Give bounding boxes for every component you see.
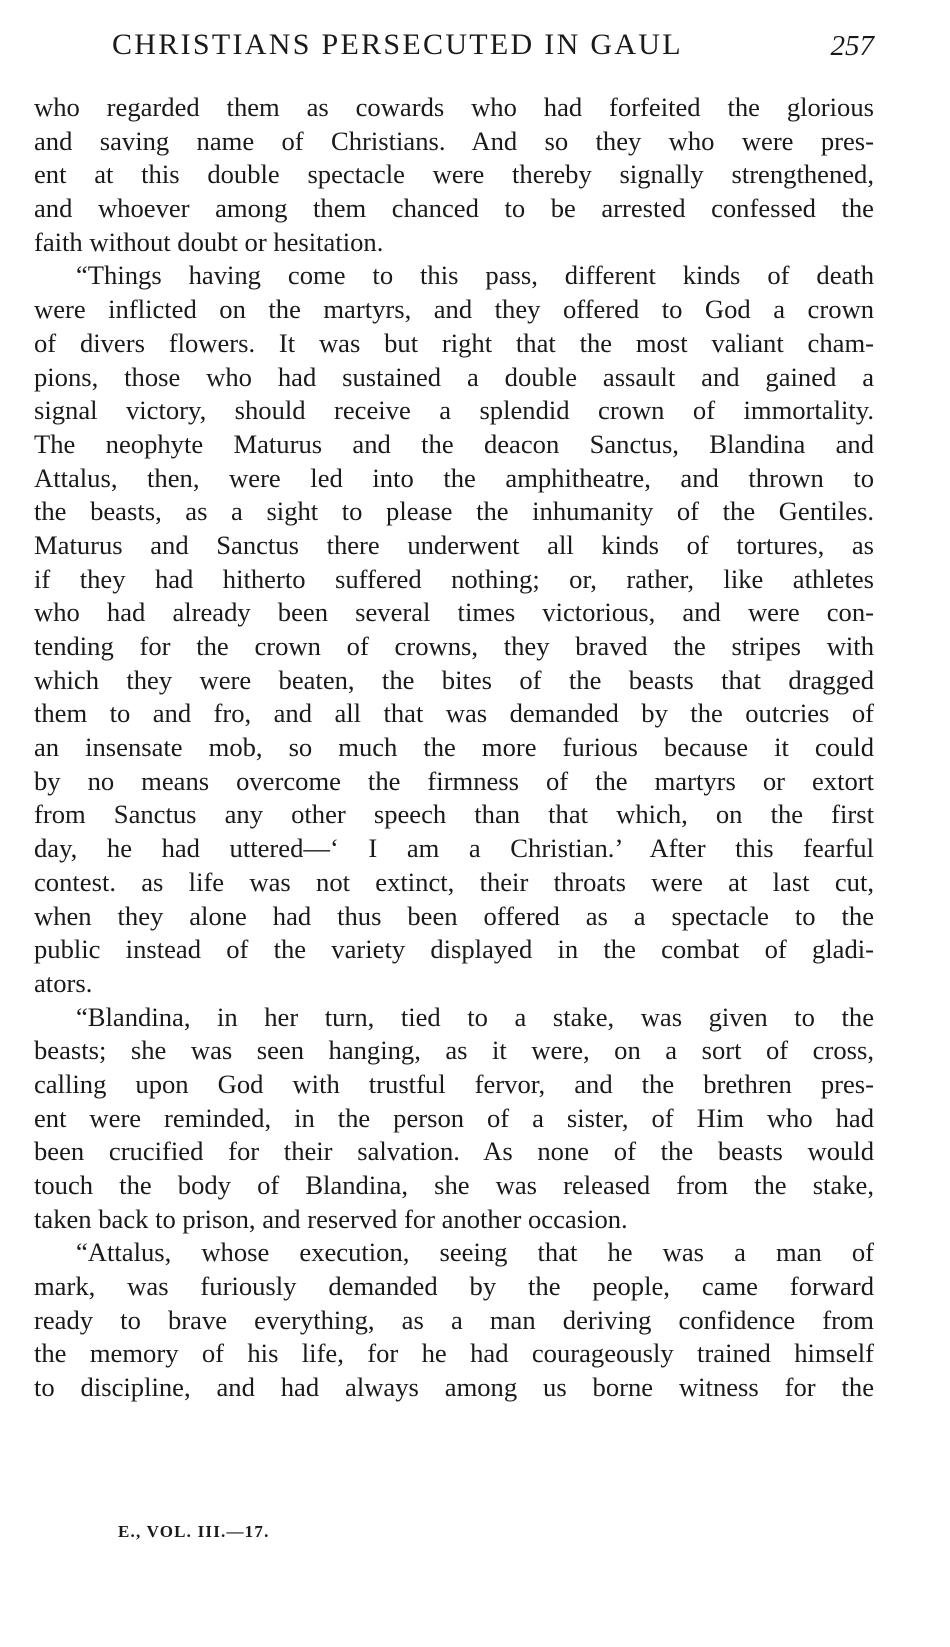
signature-mark: E., VOL. III.—17. bbox=[118, 1522, 270, 1541]
paragraph bbox=[34, 259, 874, 1000]
text-line: The neophyte Maturus and the deacon Sanctus, Blandina and bbox=[34, 428, 874, 459]
text-line: mark, was furiously demanded by the people, came forward bbox=[34, 1271, 874, 1302]
paragraph bbox=[34, 1236, 874, 1404]
text-line: tending for the crown of crowns, they braved the stripes with bbox=[34, 631, 874, 661]
text-line: by no means overcome the firmness of the martyrs or extort bbox=[34, 765, 874, 796]
text-line: ent at this double spectacle were thereby signally strengthened, bbox=[34, 159, 874, 190]
text-line: been crucified for their salvation. As none of the beasts would bbox=[34, 1136, 874, 1167]
text-line: an insensate mob, so much the more furious because it could bbox=[34, 732, 874, 763]
text-line: which they were beaten, the bites of the beasts that dragged bbox=[34, 664, 874, 695]
text-line: ators. bbox=[34, 967, 93, 998]
text-line: “Blandina, in her turn, tied to a stake, was given to the bbox=[76, 1001, 874, 1032]
text-line: the memory of his life, for he had courageously trained himself bbox=[34, 1338, 874, 1369]
paragraph bbox=[34, 1001, 874, 1237]
text-line: ent were reminded, in the person of a sister, of Him who had bbox=[34, 1102, 874, 1133]
text-line: if they had hitherto suffered nothing; or, rather, like athletes bbox=[34, 563, 874, 594]
page-number: 257 bbox=[830, 30, 874, 62]
text-line: “Attalus, whose execution, seeing that he was a man of bbox=[76, 1237, 874, 1268]
text-line: who regarded them as cowards who had forfeited the glorious bbox=[34, 92, 874, 122]
text-line: contest. as life was not extinct, their throats were at last cut, bbox=[34, 866, 874, 897]
running-head bbox=[34, 22, 874, 72]
text-line: taken back to prison, and reserved for another occasion. bbox=[34, 1203, 628, 1234]
text-line: and saving name of Christians. And so they who were pres- bbox=[34, 125, 874, 156]
text-line: ready to brave everything, as a man deriving confidence from bbox=[34, 1304, 874, 1335]
text-line: them to and fro, and all that was demanded by the outcries of bbox=[34, 698, 874, 729]
text-line: Maturus and Sanctus there underwent all kinds of tortures, as bbox=[34, 529, 874, 560]
text-line: of divers flowers. It was but right that the most valiant cham- bbox=[34, 327, 874, 358]
running-title: CHRISTIANS PERSECUTED IN GAUL bbox=[112, 28, 683, 61]
text-line: public instead of the variety displayed in the combat of gladi- bbox=[34, 934, 874, 965]
text-line: faith without doubt or hesitation. bbox=[34, 226, 384, 257]
text-line: “Things having come to this pass, different kinds of death bbox=[76, 260, 874, 291]
text-line: day, he had uttered—‘ I am a Christian.’ After this fearful bbox=[34, 833, 874, 864]
text-line: the beasts, as a sight to please the inhumanity of the Gentiles. bbox=[34, 496, 874, 527]
text-line: pions, those who had sustained a double assault and gained a bbox=[34, 361, 874, 392]
text-line: beasts; she was seen hanging, as it were, on a sort of cross, bbox=[34, 1035, 874, 1066]
text-line: Attalus, then, were led into the amphitheatre, and thrown to bbox=[34, 462, 874, 493]
text-line: signal victory, should receive a splendid crown of immortality. bbox=[34, 395, 874, 426]
text-line: to discipline, and had always among us borne witness for the bbox=[34, 1372, 874, 1403]
text-line: from Sanctus any other speech than that which, on the first bbox=[34, 799, 874, 830]
text-line: calling upon God with trustful fervor, and the brethren pres- bbox=[34, 1068, 874, 1099]
text-line: when they alone had thus been offered as a spectacle to the bbox=[34, 900, 874, 931]
text-line: and whoever among them chanced to be arrested confessed the bbox=[34, 193, 874, 224]
paragraph bbox=[34, 91, 874, 259]
text-line: who had already been several times victorious, and were con- bbox=[34, 597, 874, 628]
body-text bbox=[34, 91, 874, 1405]
text-line: touch the body of Blandina, she was released from the stake, bbox=[34, 1170, 874, 1200]
text-line: were inflicted on the martyrs, and they offered to God a crown bbox=[34, 294, 874, 325]
